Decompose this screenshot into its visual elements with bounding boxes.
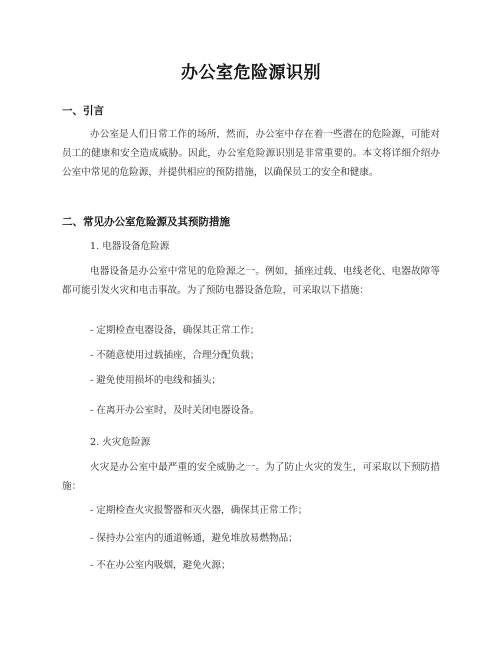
fire-measure-item: - 定期检查火灾报警器和灭火器，确保其正常工作； bbox=[90, 505, 308, 516]
electrical-measure-item: - 定期检查电器设备，确保其正常工作； bbox=[90, 325, 260, 336]
subsection-title-electrical: 1. 电器设备危险源 bbox=[90, 241, 170, 252]
fire-intro-paragraph: 火灾是办公室中最严重的安全威胁之一。为了防止火灾的发生，可采取以下预防措施： bbox=[62, 462, 440, 492]
introduction-paragraph: 办公室是人们日常工作的场所，然而，办公室中存在着一些潜在的危险源，可能对员工的健康和安全造成威胁。因此，办公室危险源识别是非常重要的。本文将详细介绍办公室中常见的危险源，并提供相应的预防措施，以确保员工的安全和健康。 bbox=[62, 129, 440, 178]
fire-measure-item: - 保持办公室内的通道畅通，避免堆放易燃物品； bbox=[90, 533, 298, 544]
section-heading-introduction: 一、引言 bbox=[62, 105, 104, 117]
fire-measure-item: - 不在办公室内吸烟，避免火源； bbox=[90, 560, 231, 571]
electrical-measure-item: - 避免使用损坏的电线和插头； bbox=[90, 375, 222, 386]
section-heading-hazards: 二、常见办公室危险源及其预防措施 bbox=[62, 216, 230, 228]
subsection-title-fire: 2. 火灾危险源 bbox=[90, 437, 151, 448]
electrical-measure-item: - 不随意使用过载插座，合理分配负载； bbox=[90, 350, 260, 361]
electrical-intro-paragraph: 电器设备是办公室中常见的危险源之一。例如，插座过载、电线老化、电器故障等都可能引发火灾和电击事故。为了预防电器设备危险，可采取以下措施： bbox=[62, 266, 440, 296]
electrical-measure-item: - 在离开办公室时，及时关闭电器设备。 bbox=[90, 405, 260, 416]
document-title: 办公室危险源识别 bbox=[181, 63, 321, 83]
